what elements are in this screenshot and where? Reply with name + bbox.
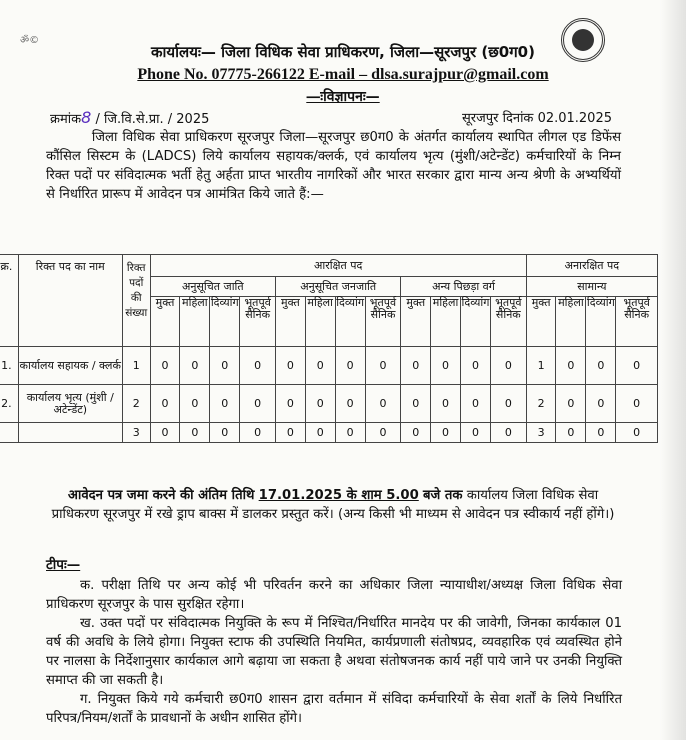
- date-value: 02.01.2025: [537, 111, 612, 126]
- row-vacant: 1: [122, 347, 150, 385]
- row-sno: [0, 423, 18, 443]
- row-count-cell: 0: [335, 385, 365, 423]
- subheader-cell: महिला: [180, 297, 210, 347]
- row-count-cell: 3: [526, 423, 556, 443]
- subheader-cell: भूतपूर्व सैनिक: [616, 297, 658, 347]
- row-count-cell: 0: [240, 347, 276, 385]
- row-count-cell: 0: [616, 385, 658, 423]
- row-count-cell: 0: [401, 385, 431, 423]
- contact-line: Phone No. 07775-266122 E-mail – dlsa.surajpur@gmail.com: [137, 66, 549, 83]
- row-count-cell: 0: [335, 347, 365, 385]
- note-item: ग. नियुक्त किये गये कर्मचारी छ0ग0 शासन द्वारा वर्तमान में संविदा कर्मचारियों के सेवा शर्तों के लिये निर्धारित परिपत्र/नियम/शर्तों के प्रावधानों के अधीन शासित होंगे।: [46, 692, 622, 726]
- row-post: कार्यालय भृत्य (मुंशी / अटेन्डेंट): [18, 385, 122, 423]
- row-count-cell: 0: [335, 423, 365, 443]
- subheader-cell: मुक्त: [150, 297, 180, 347]
- logo-left-icon: ॐ©: [20, 35, 40, 46]
- subheader-cell: भूतपूर्व सैनिक: [490, 297, 526, 347]
- row-count-cell: 0: [461, 347, 491, 385]
- subheader-cell: महिला: [305, 297, 335, 347]
- intro-paragraph: [46, 128, 621, 204]
- row-count-cell: 0: [461, 385, 491, 423]
- row-count-cell: 0: [431, 423, 461, 443]
- row-count-cell: 0: [180, 347, 210, 385]
- row-count-cell: 0: [305, 385, 335, 423]
- subheader-cell: दिव्यांग: [461, 297, 491, 347]
- row-count-cell: 0: [461, 423, 491, 443]
- header-reserved: आरक्षित पद: [150, 255, 526, 277]
- table-row: [0, 347, 658, 385]
- row-count-cell: 0: [305, 347, 335, 385]
- subheader-cell: मुक्त: [401, 297, 431, 347]
- vacancy-table: [0, 254, 658, 443]
- row-sno: 2.: [0, 385, 18, 423]
- row-count-cell: 0: [586, 423, 616, 443]
- subheader-cell: भूतपूर्व सैनिक: [365, 297, 401, 347]
- table-row: [0, 385, 658, 423]
- subheader-cell: महिला: [431, 297, 461, 347]
- row-count-cell: 0: [401, 423, 431, 443]
- notes-heading: टीपः—: [46, 557, 81, 573]
- handwritten-number: 8: [81, 108, 92, 127]
- row-count-cell: 0: [150, 385, 180, 423]
- row-count-cell: 0: [490, 347, 526, 385]
- header-group-general: सामान्य: [526, 277, 657, 297]
- row-count-cell: 0: [305, 423, 335, 443]
- deadline-lead: आवेदन पत्र जमा करने की अंतिम तिथि: [67, 488, 255, 503]
- row-count-cell: 0: [490, 385, 526, 423]
- header-group-st: अनुसूचित जनजाति: [276, 277, 401, 297]
- row-count-cell: 0: [431, 385, 461, 423]
- reference-number: [50, 108, 209, 127]
- row-count-cell: 0: [276, 385, 306, 423]
- date-label: सूरजपुर दिनांक: [462, 111, 534, 126]
- header-sno: क्र.: [0, 255, 18, 347]
- header-post: रिक्त पद का नाम: [18, 255, 122, 347]
- row-count-cell: 0: [240, 385, 276, 423]
- row-count-cell: 0: [210, 423, 240, 443]
- table-body: [0, 347, 658, 443]
- subheader-cell: दिव्यांग: [210, 297, 240, 347]
- notice-title: —ःविज्ञापनः—: [306, 89, 380, 105]
- row-count-cell: 0: [431, 347, 461, 385]
- header-group-obc: अन्य पिछड़ा वर्ग: [401, 277, 526, 297]
- row-count-cell: 0: [180, 385, 210, 423]
- row-post: कार्यालय सहायक / क्लर्क: [18, 347, 122, 385]
- row-vacant: 2: [122, 385, 150, 423]
- row-count-cell: 1: [526, 347, 556, 385]
- row-count-cell: 2: [526, 385, 556, 423]
- deadline-tail: बजे तक: [422, 488, 463, 503]
- table-row: [0, 423, 658, 443]
- row-count-cell: 0: [616, 347, 658, 385]
- scan-edge-shadow: [660, 0, 686, 740]
- row-sno: 1.: [0, 347, 18, 385]
- row-count-cell: 0: [210, 347, 240, 385]
- subheader-cell: दिव्यांग: [335, 297, 365, 347]
- reference-prefix: क्रमांक: [50, 112, 82, 127]
- note-item: ख. उक्त पदों पर संविदात्मक नियुक्ति के रूप में निश्चित/निर्धारित मानदेय पर की जावेगी, जिनका कार्यकाल 01 वर्ष की अवधि के लिये होगा। नियुक्त स्टाफ की उपस्थिति नियमित, कार्यप्रणाली संतोषप्रद, व्यवहारिक एवं व्यवस्थित होने पर नालसा के निर्देशानुसार कार्यकाल आगे बढ़ाया जा सकता है अथवा संतोषजनक कार्य नहीं पाये जाने पर उनकी नियुक्ति समाप्त की जा सकती है।: [46, 616, 622, 688]
- subheader-cell: भूतपूर्व सैनिक: [240, 297, 276, 347]
- notice-date: [462, 108, 612, 126]
- row-count-cell: 0: [365, 385, 401, 423]
- row-count-cell: 0: [586, 385, 616, 423]
- header-unreserved: अनारक्षित पद: [526, 255, 657, 277]
- row-count-cell: 0: [586, 347, 616, 385]
- row-count-cell: 0: [150, 423, 180, 443]
- row-count-cell: 0: [556, 385, 586, 423]
- row-count-cell: 0: [490, 423, 526, 443]
- subheader-cell: मुक्त: [526, 297, 556, 347]
- row-count-cell: 0: [556, 423, 586, 443]
- row-count-cell: 0: [365, 347, 401, 385]
- deadline-paragraph: [46, 486, 620, 524]
- reference-suffix: / जि.वि.से.प्रा. / 2025: [95, 112, 210, 127]
- subheader-cell: दिव्यांग: [586, 297, 616, 347]
- row-count-cell: 0: [616, 423, 658, 443]
- deadline-date: 17.01.2025 के शाम 5.00: [258, 488, 419, 503]
- notes-list: [46, 576, 622, 728]
- row-count-cell: 0: [180, 423, 210, 443]
- header-group-sc: अनुसूचित जाति: [150, 277, 275, 297]
- row-count-cell: 0: [401, 347, 431, 385]
- note-item: क. परीक्षा तिथि पर अन्य कोई भी परिवर्तन करने का अधिकार जिला न्यायाधीश/अध्यक्ष जिला विधिक सेवा प्राधिकरण सूरजपुर के पास सुरक्षित रहेगा।: [46, 578, 622, 612]
- row-count-cell: 0: [240, 423, 276, 443]
- subheader-cell: मुक्त: [276, 297, 306, 347]
- deadline-rest: कार्यालय जिला विधिक सेवा प्राधिकरण सूरजपुर में रखे ड्राप बाक्स में डालकर प्रस्तुत करें। (अन्य किसी भी माध्यम से आवेदन पत्र स्वीकार्य नहीं होंगे।): [51, 488, 615, 522]
- row-count-cell: 0: [365, 423, 401, 443]
- row-post: [18, 423, 122, 443]
- row-count-cell: 0: [210, 385, 240, 423]
- intro-text: जिला विधिक सेवा प्राधिकरण सूरजपुर जिला—सूरजपुर छ0ग0 के अंतर्गत कार्यालय स्थापित लीगल एड डिफेंस कौंसिल सिस्टम के (LADCS) लिये कार्यालय सहायक/क्लर्क, एवं कार्यालय भृत्य (मुंशी/अटेन्डेंट) कर्मचारियों के निम्न रिक्त पदों पर संविदात्मक भर्ती हेतु अर्हता प्राप्त भारतीय नागरिकों और भारत सरकार द्वारा मान्य अन्य श्रेणी के अभ्यर्थियों से निर्धारित प्रारूप में आवेदन पत्र आमंत्रित किये जाते हैं:—: [46, 130, 621, 202]
- subheader-cell: महिला: [556, 297, 586, 347]
- row-count-cell: 0: [150, 347, 180, 385]
- row-count-cell: 0: [556, 347, 586, 385]
- row-count-cell: 0: [276, 423, 306, 443]
- header-vacant: रिक्त पदों की संख्या: [122, 255, 150, 347]
- row-count-cell: 0: [276, 347, 306, 385]
- office-heading: कार्यालयः— जिला विधिक सेवा प्राधिकरण, जिला—सूरजपुर (छ0ग0): [151, 43, 535, 61]
- row-vacant: 3: [122, 423, 150, 443]
